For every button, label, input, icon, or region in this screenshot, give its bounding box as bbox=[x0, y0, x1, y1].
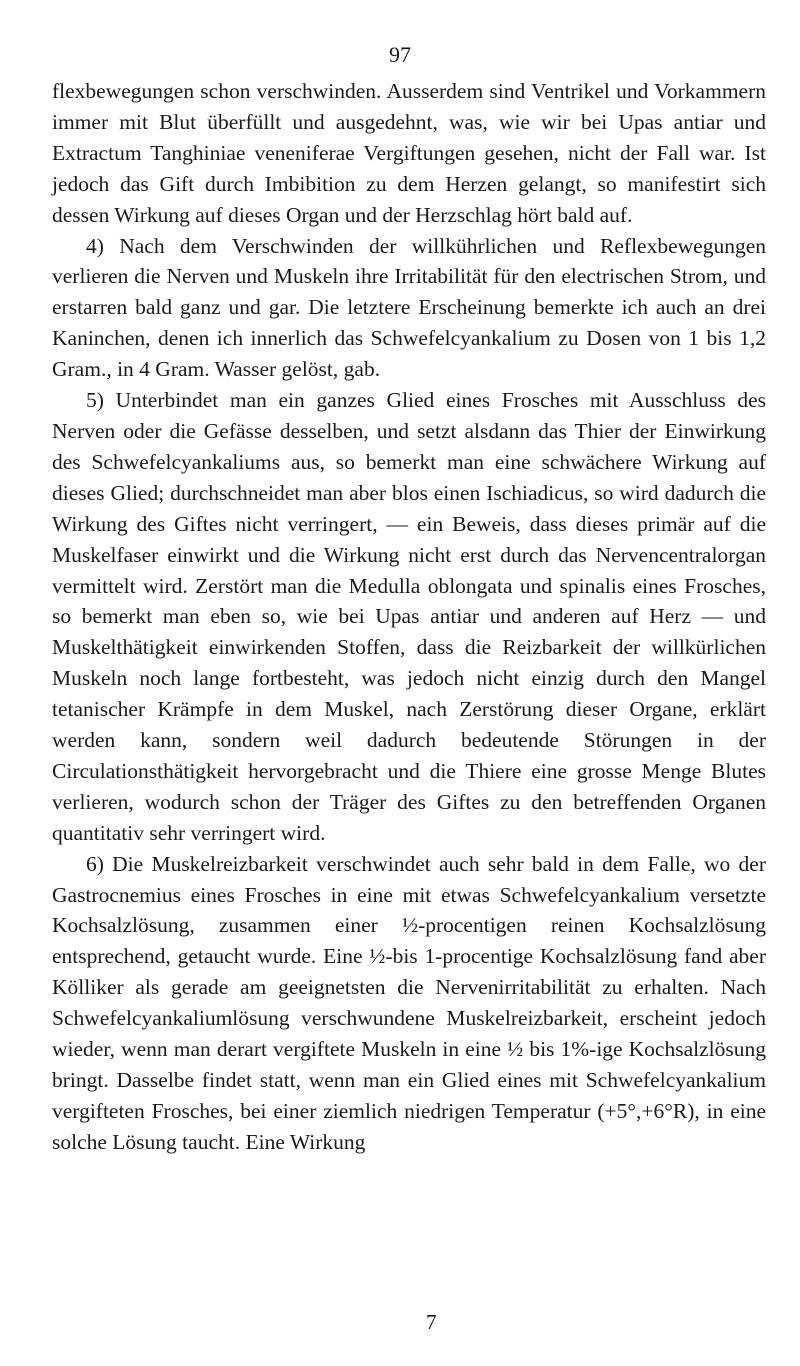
signature-mark: 7 bbox=[426, 1310, 437, 1334]
paragraph-6: 6) Die Muskelreizbarkeit verschwindet auch sehr bald in dem Falle, wo der Gastrocnemius eines Frosches in eine mit etwas Schwefelcyankalium versetzte Kochsalzlösung, zusammen einer ½-procentigen reinen Kochsalzlösung entsprechend, getaucht wurde. Eine ½-bis 1-procentige Kochsalzlösung fand aber Kölliker als gerade am geeignetsten die Nervenirritabilität zu erhalten. Nach Schwefelcyankaliumlösung verschwundene Muskelreizbarkeit, erscheint jedoch wieder, wenn man derart vergiftete Muskeln in eine ½ bis 1%-ige Kochsalzlösung bringt. Dasselbe findet statt, wenn man ein Glied eines mit Schwefelcyankalium vergifteten Frosches, bei einer ziemlich niedrigen Temperatur (+5°,+6°R), in eine solche Lösung taucht. Eine Wirkung bbox=[52, 851, 766, 1154]
body-text bbox=[52, 76, 766, 1158]
page-number: 97 bbox=[389, 42, 411, 67]
paragraph-5: 5) Unterbindet man ein ganzes Glied eines Frosches mit Ausschluss des Nerven oder die Gefässe desselben, und setzt alsdann das Thier der Einwirkung des Schwefelcyankaliums aus, so bemerkt man eine schwächere Wirkung auf dieses Glied; durchschneidet man aber blos einen Ischiadicus, so wird dadurch die Wirkung des Giftes nicht verringert, — ein Beweis, dass dieses primär auf die Muskelfaser einwirkt und die Wirkung nicht erst durch das Nervencentralorgan vermittelt wird. Zerstört man die Medulla oblongata und spinalis eines Frosches, so bemerkt man eben so, wie bei Upas antiar und anderen auf Herz — und Muskelthätigkeit einwirkenden Stoffen, dass die Reizbarkeit der willkürlichen Muskeln noch lange fortbesteht, was jedoch nicht einzig durch den Mangel tetanischer Krämpfe in dem Muskel, nach Zerstörung dieser Organe, erklärt werden kann, sondern weil dadurch bedeutende Störungen in der Circulationsthätigkeit hervorgebracht und die Thiere eine grosse Menge Blutes verlieren, wodurch schon der Träger des Giftes zu den betreffenden Organen quantitativ sehr verringert wird. bbox=[52, 388, 766, 845]
paragraph-continuation: flexbewegungen schon verschwinden. Ausserdem sind Ventrikel und Vorkammern immer mit Blut überfüllt und ausgedehnt, was, wie wir bei Upas antiar und Extractum Tanghiniae veneniferae Vergiftungen gesehen, nicht der Fall war. Ist jedoch das Gift durch Imbibition zu dem Herzen gelangt, so manifestirt sich dessen Wirkung auf dieses Organ und der Herzschlag hört bald auf. bbox=[52, 79, 766, 227]
paragraph-4: 4) Nach dem Verschwinden der willkührlichen und Reflexbewegungen verlieren die Nerven und Muskeln ihre Irritabilität für den electrischen Strom, und erstarren bald ganz und gar. Die letztere Erscheinung bemerkte ich auch an drei Kaninchen, denen ich innerlich das Schwefelcyankalium zu Dosen von 1 bis 1,2 Gram., in 4 Gram. Wasser gelöst, gab. bbox=[52, 233, 766, 382]
